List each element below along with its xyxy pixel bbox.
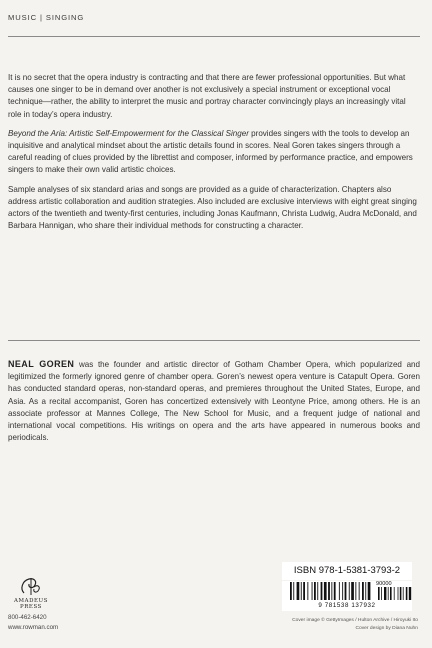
price-code: 90000 (376, 581, 392, 587)
publisher-phone: 800-462-6420 (8, 614, 47, 621)
book-title: Beyond the Aria: Artistic Self-Empowerment for the Classical Singer (8, 128, 249, 138)
barcode-digits: 9 781538 137932 (282, 601, 412, 611)
middle-divider (8, 340, 420, 341)
author-bio (8, 358, 420, 444)
cover-credits (292, 617, 418, 632)
book-description (8, 72, 420, 239)
publisher-contact (8, 613, 58, 633)
barcode-bars (282, 581, 412, 601)
publisher-logo (10, 575, 52, 610)
barcode (282, 581, 412, 601)
description-paragraph-2 (8, 128, 420, 177)
cover-image-credit: Cover image © GettyImages / Hulton Archive / Hiroyuki Ito (292, 618, 418, 623)
author-bio-text: was the founder and artistic director of Gotham Chamber Opera, which popularized and legitimized the formerly ignored genre of chamber opera. Goren’s newest opera venture is Catapult Opera. Goren has conducted standard operas, non-standard operas, and premieres throughout the United States, Europe, and Asia. As a recital accompanist, Goren has concertized extensively with Leontyne Price, among others. He is an associate professor at Mannes College, The New School for Music, and a frequent judge of national and international vocal competitions. His writings on opera and the arts have appeared in numerous books and periodicals. (8, 360, 420, 443)
author-name: NEAL GOREN (8, 359, 75, 369)
top-divider (8, 36, 420, 37)
description-paragraph-1: It is no secret that the opera industry is contracting and that there are fewer professional opportunities. But what causes one singer to be in demand over another is not exclusively a special instrument or exceptional vocal technique—rather, the ability to interpret the music and portray character convincingly plays an increasingly vital role in today’s opera industry. (8, 73, 406, 119)
publisher-imprint: PRESS (20, 604, 42, 610)
description-paragraph-2-text: provides singers with the tools to develop an inquisitive and analytical mindset about the artistic details found in scores. Neal Goren takes singers through a careful reading of clues provided by the librettist and composer, informed by performance practice, and empowers singers to make their own valid artistic choices. (8, 128, 413, 175)
publisher-name: AMADEUS (14, 598, 48, 604)
category-label: MUSIC | SINGING (8, 13, 85, 22)
publisher-website[interactable]: www.rowman.com (8, 624, 59, 631)
isbn-label: ISBN 978-1-5381-3793-2 (282, 562, 412, 580)
description-paragraph-3: Sample analyses of six standard arias and songs are provided as a guide of characterization. Chapters also address artistic collaboration and audition strategies. Also included are exclusive interviews with eight great singing actors of the twentieth and twenty-first centuries, including Jonas Kaufmann, Christa Ludwig, Audra McDonald, and Barbara Hannigan, who share their individual methods for constructing a character. (8, 184, 417, 231)
cover-design-credit: Cover design by Diana Nuhn (355, 625, 418, 631)
amadeus-emblem-icon (10, 575, 52, 597)
